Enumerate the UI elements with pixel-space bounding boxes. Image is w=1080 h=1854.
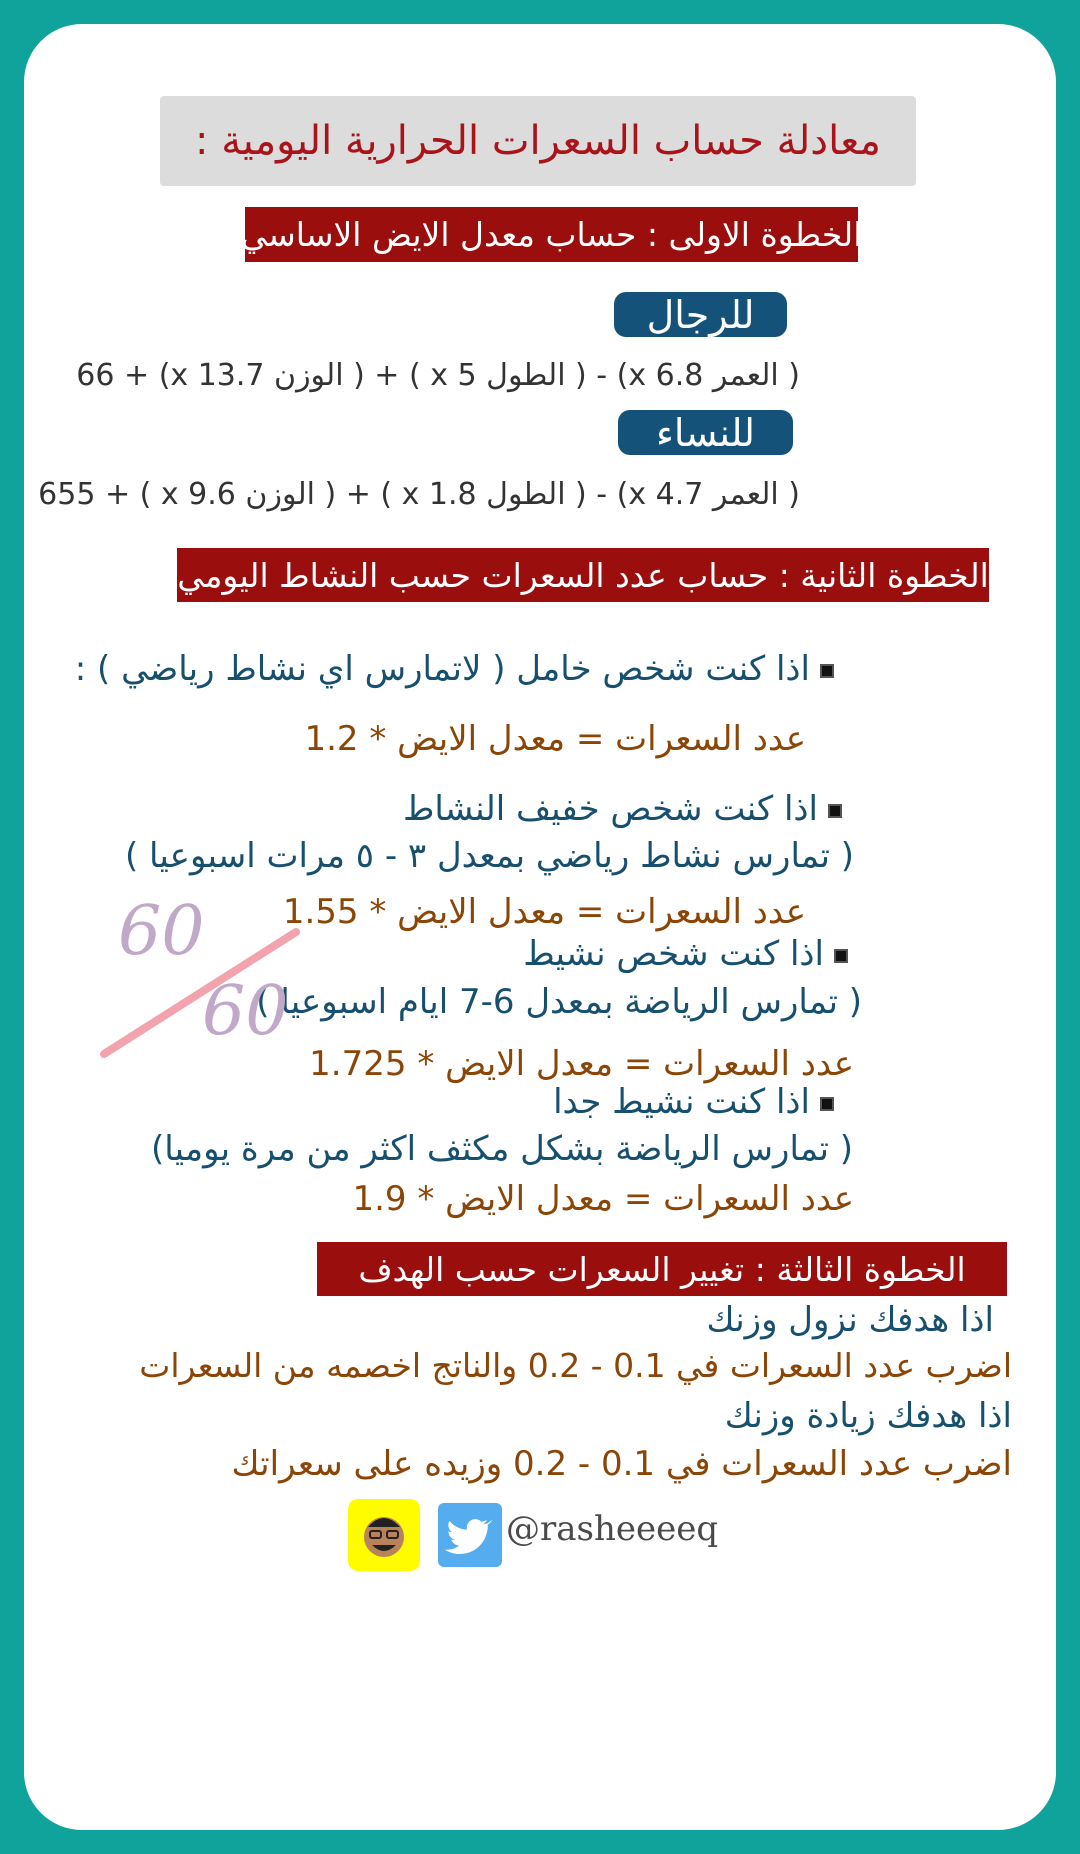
goal-lose-text: اضرب عدد السعرات في 0.1 - 0.2 والناتج اخصمه من السعرات: [139, 1346, 1012, 1385]
men-formula: ( العمر x 6.8) - ( الطول x 5 ) + ( الوزن x 13.7) + 66: [76, 358, 800, 393]
men-label: للرجال: [614, 292, 787, 337]
women-label: للنساء: [618, 410, 793, 455]
activity-sedentary-label: اذا كنت شخص خامل ( لاتمارس اي نشاط رياضي ) :: [34, 649, 834, 689]
goal-gain-text: اضرب عدد السعرات في 0.1 - 0.2 وزيده على سعراتك: [231, 1444, 1012, 1484]
page-card: [24, 24, 1056, 1830]
activity-sedentary-formula: عدد السعرات = معدل الايض * 1.2: [304, 719, 806, 759]
activity-active-label: اذا كنت شخص نشيط: [148, 934, 848, 974]
social-handle[interactable]: @rasheeeeq: [506, 1509, 719, 1549]
goal-lose-label: اذا هدفك نزول وزنك: [706, 1300, 994, 1340]
step3-heading: الخطوة الثالثة : تغيير السعرات حسب الهدف: [317, 1242, 1007, 1296]
goal-gain-label: اذا هدفك زيادة وزنك: [724, 1396, 1012, 1436]
twitter-icon[interactable]: [438, 1503, 502, 1567]
ghost-avatar-icon: [348, 1499, 420, 1571]
handwritten-note: [92, 892, 312, 1064]
bullet-icon: [828, 804, 842, 818]
bird-icon: [438, 1503, 502, 1567]
page-title-text: معادلة حساب السعرات الحرارية اليومية :: [195, 118, 881, 164]
step2-heading: الخطوة الثانية : حساب عدد السعرات حسب النشاط اليومي: [177, 548, 989, 602]
women-formula: ( العمر x 4.7) - ( الطول x 1.8 ) + ( الوزن x 9.6 ) + 655: [38, 477, 800, 512]
bullet-icon: [834, 949, 848, 963]
bullet-icon: [820, 664, 834, 678]
activity-light-label: اذا كنت شخص خفيف النشاط: [142, 789, 842, 829]
handwritten-number-top: 60: [118, 892, 205, 971]
activity-very-active-detail: ( تمارس الرياضة بشكل مكثف اكثر من مرة يوميا): [150, 1129, 853, 1169]
activity-light-formula: عدد السعرات = معدل الايض * 1.55: [282, 892, 806, 932]
snapcode-icon[interactable]: [348, 1499, 420, 1571]
activity-very-active-label: اذا كنت نشيط جدا: [134, 1082, 834, 1122]
step1-heading: الخطوة الاولى : حساب معدل الايض الاساسي: [245, 207, 858, 262]
page-title: [160, 96, 916, 186]
activity-very-active-formula: عدد السعرات = معدل الايض * 1.9: [352, 1179, 854, 1219]
bullet-icon: [820, 1097, 834, 1111]
activity-active-detail: ( تمارس الرياضة بمعدل 6-7 ايام اسبوعيا ): [256, 982, 862, 1022]
activity-light-detail: ( تمارس نشاط رياضي بمعدل ٣ - ٥ مرات اسبوعيا ): [124, 836, 854, 876]
handwritten-number-bottom: 60: [202, 972, 289, 1051]
activity-active-formula: عدد السعرات = معدل الايض * 1.725: [309, 1044, 854, 1084]
